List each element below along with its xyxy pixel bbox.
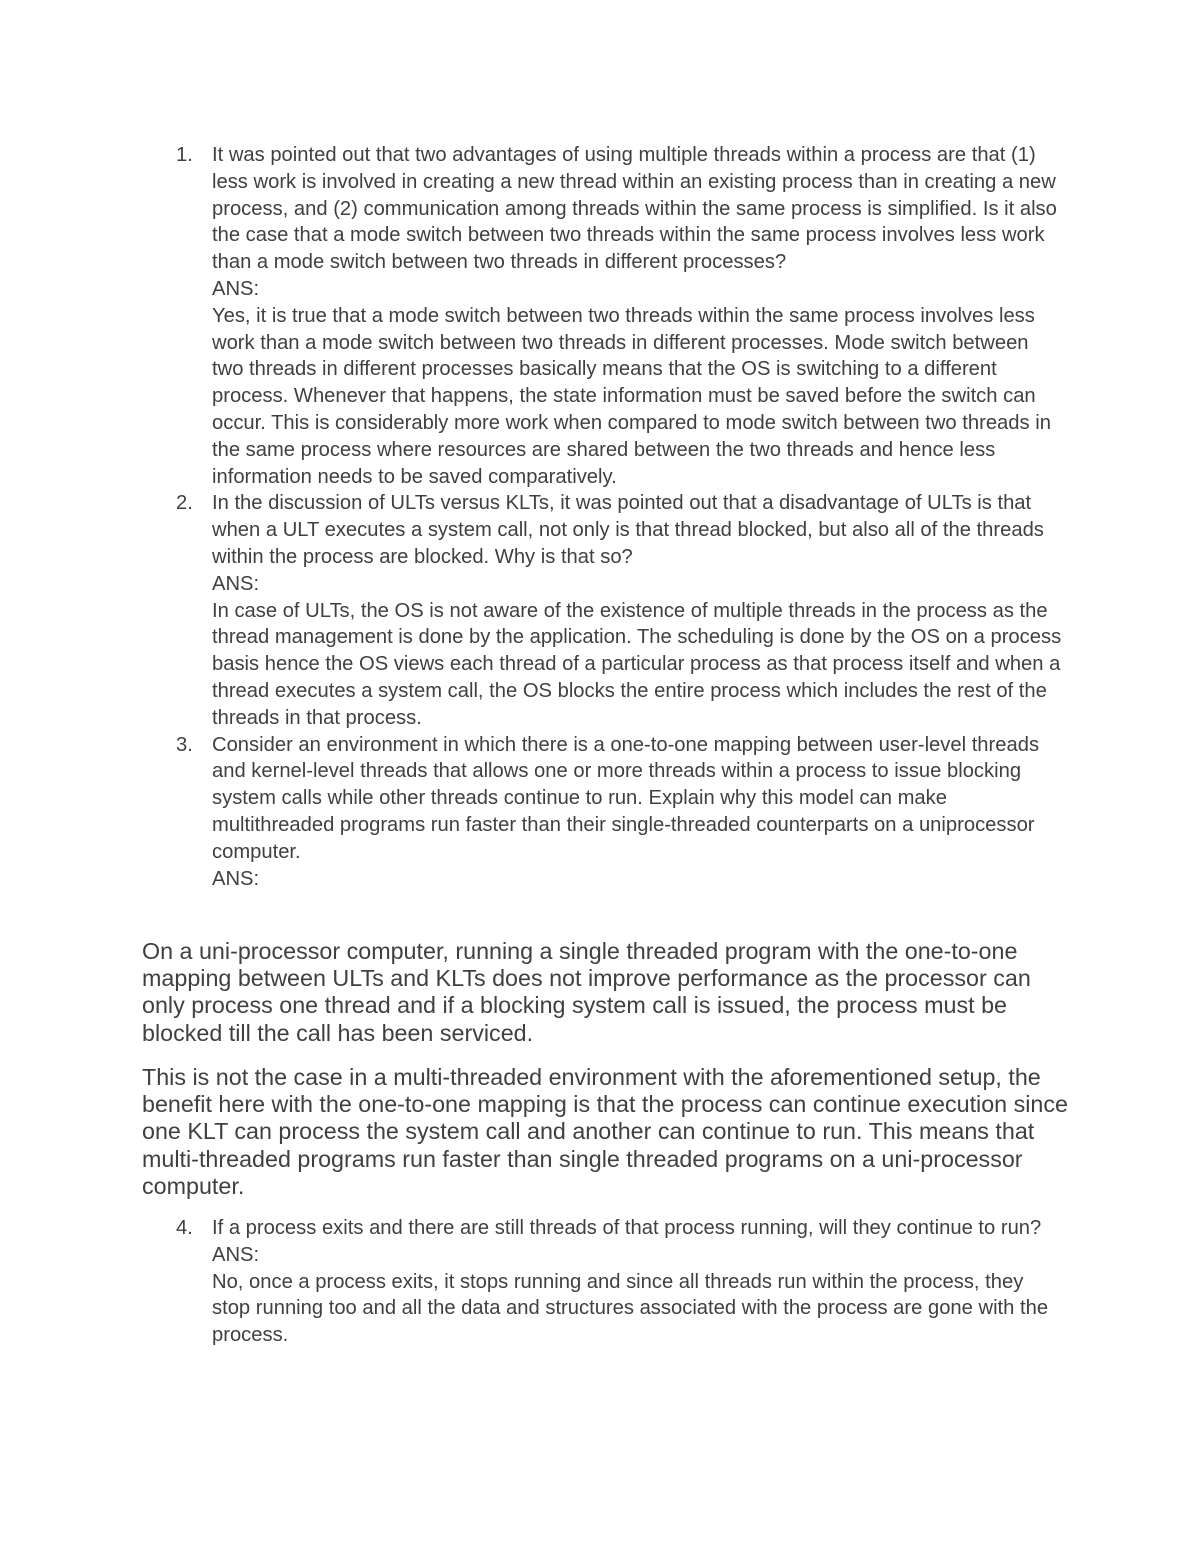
question-number: 4. — [176, 1217, 193, 1239]
question-item-4 — [172, 1215, 1062, 1349]
answer-paragraph-2: This is not the case in a multi-threaded environment with the aforementioned setup, the benefit here with the one-to-one mapping is that the process can continue execution since one KLT can process the system call and another can continue to run. This means that multi-threaded programs run faster than single threaded programs on a uni-processor computer. — [142, 1064, 1068, 1199]
answer-paragraph-1: On a uni-processor computer, running a single threaded program with the one-to-one mapping between ULTs and KLTs does not improve performance as the processor can only process one thread and if a blocking system call is issued, the process must be blocked till the call has been serviced. — [142, 938, 1031, 1046]
answer-text: Yes, it is true that a mode switch between two threads within the same process involves less work than a mode switch between two threads in different processes. Mode switch between two threads in different processes basically means that the OS is switching to a different process. Whenever that happens, the state information must be saved before the switch can occur. This is considerably more work when compared to mode switch between two threads in the same process where resources are shared between the two threads and hence less information needs to be saved comparatively. — [212, 304, 1051, 488]
question-list-2 — [172, 1215, 1062, 1349]
question-item-1 — [172, 142, 1062, 490]
question-list-1 — [172, 142, 1062, 892]
question-item-2 — [172, 490, 1062, 731]
question-item-3 — [172, 732, 1062, 893]
question-text: If a process exits and there are still threads of that process running, will they continue to run? — [212, 1217, 1042, 1239]
question-text: Consider an environment in which there is a one-to-one mapping between user-level threads and kernel-level threads that allows one or more threads within a process to issue blocking system calls while other threads continue to run. Explain why this model can make multithreaded programs run faster than their single-threaded counterparts on a uniprocessor computer. — [212, 733, 1040, 863]
ans-label: ANS: — [212, 867, 260, 890]
ans-label: ANS: — [212, 572, 260, 595]
question-number: 1. — [176, 144, 193, 166]
question-text: In the discussion of ULTs versus KLTs, it was pointed out that a disadvantage of ULTs is that when a ULT executes a system call, not only is that thread blocked, but also all of the threads within the process are blocked. Why is that so? — [212, 492, 1044, 568]
ans-label: ANS: — [212, 1243, 260, 1266]
question-text: It was pointed out that two advantages of using multiple threads within a process are that (1) less work is involved in creating a new thread within an existing process than in creating a new process, and (2) communication among threads within the same process is simplified. Is it also the case that a mode switch between two threads within the same process involves less work than a mode switch between two threads in different processes? — [212, 144, 1057, 274]
ans-label: ANS: — [212, 277, 260, 300]
question-number: 2. — [176, 492, 193, 515]
answer-text: In case of ULTs, the OS is not aware of the existence of multiple threads in the process as the thread management is done by the application. The scheduling is done by the OS on a process basis hence the OS views each thread of a particular process as that process itself and when a thread executes a system call, the OS blocks the entire process which includes the rest of the threads in that process. — [212, 599, 1062, 729]
answer-text: No, once a process exits, it stops running and since all threads run within the process, they stop running too and all the data and structures associated with the process are gone with the process. — [212, 1270, 1049, 1347]
question-number: 3. — [176, 733, 193, 756]
